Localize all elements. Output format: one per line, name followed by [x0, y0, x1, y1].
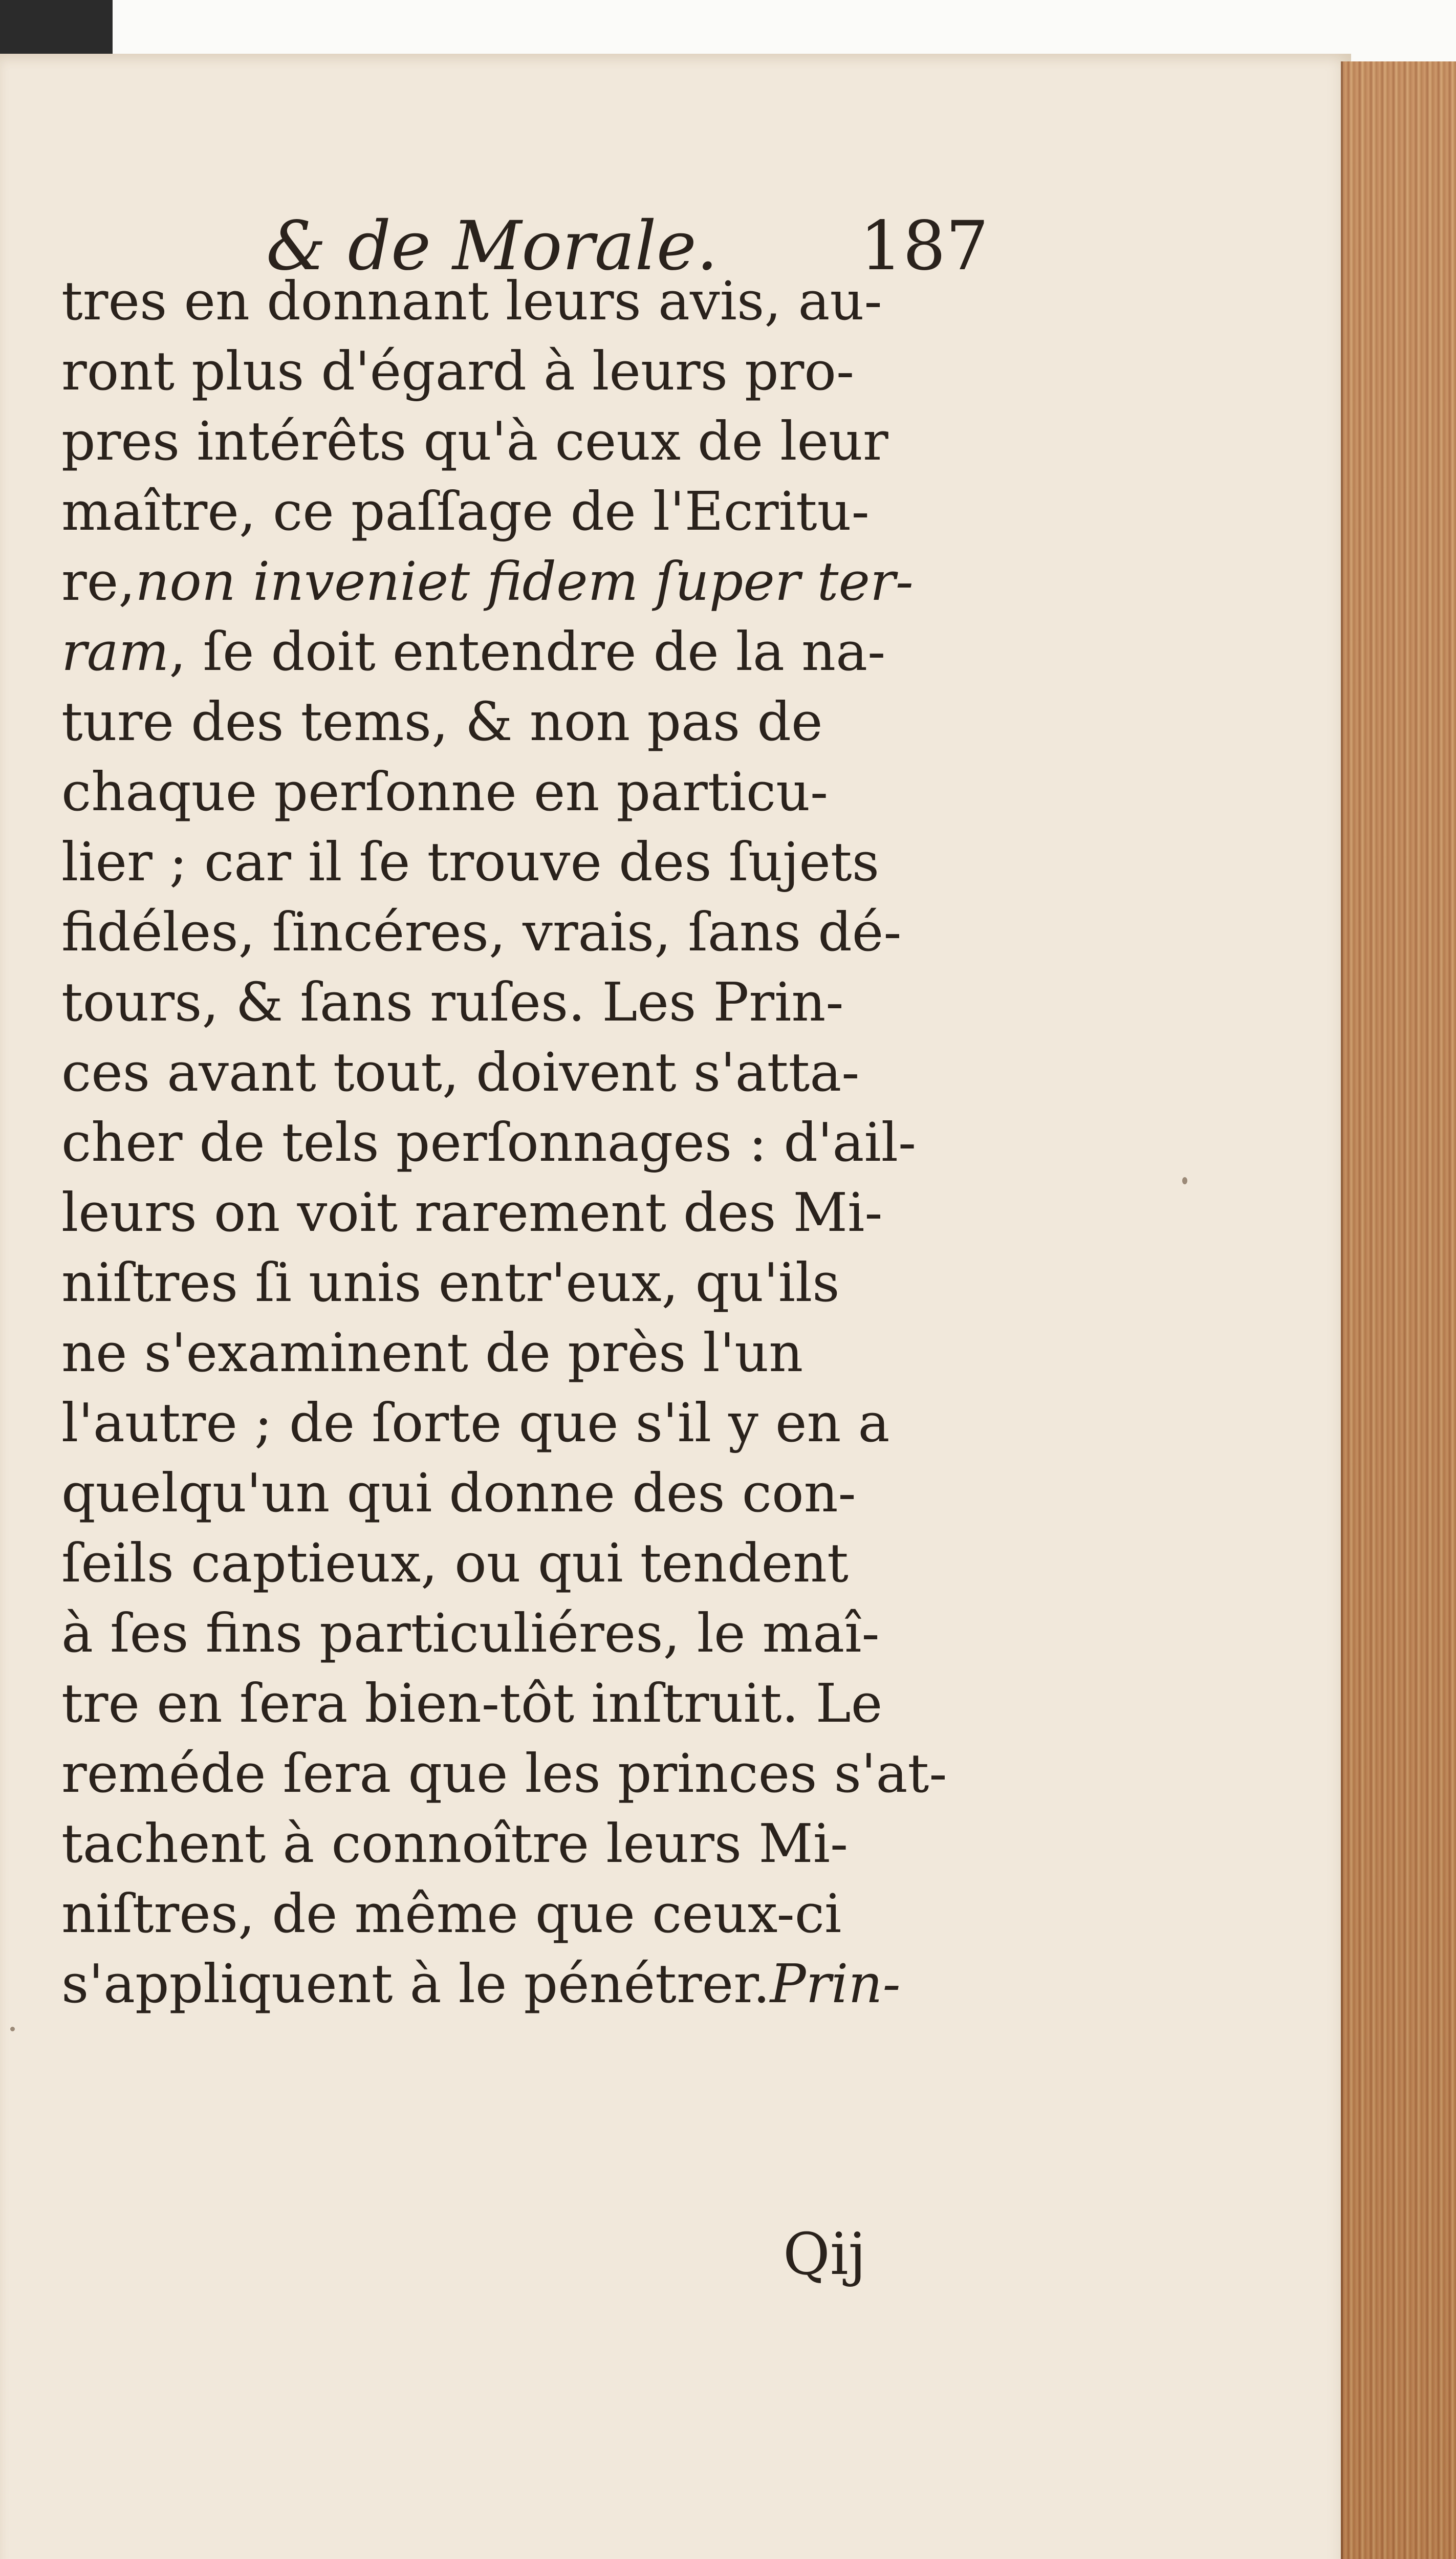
text-line: fidéles, ſincéres, vrais, ſans dé-: [61, 901, 902, 963]
text-line: [61, 1949, 993, 2019]
paper-speck: [1182, 1177, 1187, 1184]
body-text: [61, 266, 993, 2019]
text-line: niſtres, de même que ceux-ci: [61, 1882, 842, 1945]
text-fragment: s'appliquent à le pénétrer.: [61, 1953, 770, 2015]
latin-quote: non inveniet fidem ſuper ter-: [135, 550, 914, 613]
text-line: quelqu'un qui donne des con-: [61, 1462, 856, 1524]
text-line: ne s'examinent de près l'un: [61, 1321, 803, 1384]
text-line: à ſes fins particuliéres, le maî-: [61, 1602, 880, 1664]
text-line: tre en ſera bien-tôt inſtruit. Le: [61, 1672, 883, 1734]
text-line: tres en donnant leurs avis, au-: [61, 270, 882, 332]
text-line: tachent à connoître leurs Mi-: [61, 1812, 849, 1875]
text-line: leurs on voit rarement des Mi-: [61, 1181, 883, 1244]
page-number: 187: [860, 207, 989, 286]
text-line: ture des tems, & non pas de: [61, 690, 823, 753]
paper-speck: [10, 2027, 15, 2031]
scanner-bar-top: [0, 0, 113, 56]
text-line: l'autre ; de ſorte que s'il y en a: [61, 1392, 890, 1454]
text-line: ces avant tout, doivent s'atta-: [61, 1041, 860, 1103]
book-page-edges-shade: [1341, 61, 1456, 2559]
text-line: [61, 617, 993, 687]
text-line: tours, & ſans ruſes. Les Prin-: [61, 971, 844, 1033]
catchword: Prin-: [770, 1953, 901, 2015]
text-line: pres intérêts qu'à ceux de leur: [61, 410, 888, 472]
text-line: lier ; car il ſe trouve des ſujets: [61, 831, 880, 893]
text-line: [61, 547, 993, 617]
text-line: reméde ſera que les princes s'at-: [61, 1742, 947, 1805]
text-line: ront plus d'égard à leurs pro-: [61, 340, 855, 402]
signature-mark: Qij: [783, 2221, 866, 2288]
text-line: chaque perſonne en particu-: [61, 761, 829, 823]
text-line: maître, ce paſſage de l'Ecritu-: [61, 480, 870, 543]
text-line: ſeils captieux, ou qui tendent: [61, 1532, 849, 1594]
text-fragment: re,: [61, 550, 136, 613]
text-line: niſtres ſi unis entr'eux, qu'ils: [61, 1251, 840, 1314]
latin-quote-end: ram: [61, 620, 169, 683]
text-line: cher de tels perſonnages : d'ail-: [61, 1111, 917, 1174]
running-title: & de Morale.: [266, 207, 718, 286]
text-fragment: , ſe doit entendre de la na-: [169, 620, 886, 683]
